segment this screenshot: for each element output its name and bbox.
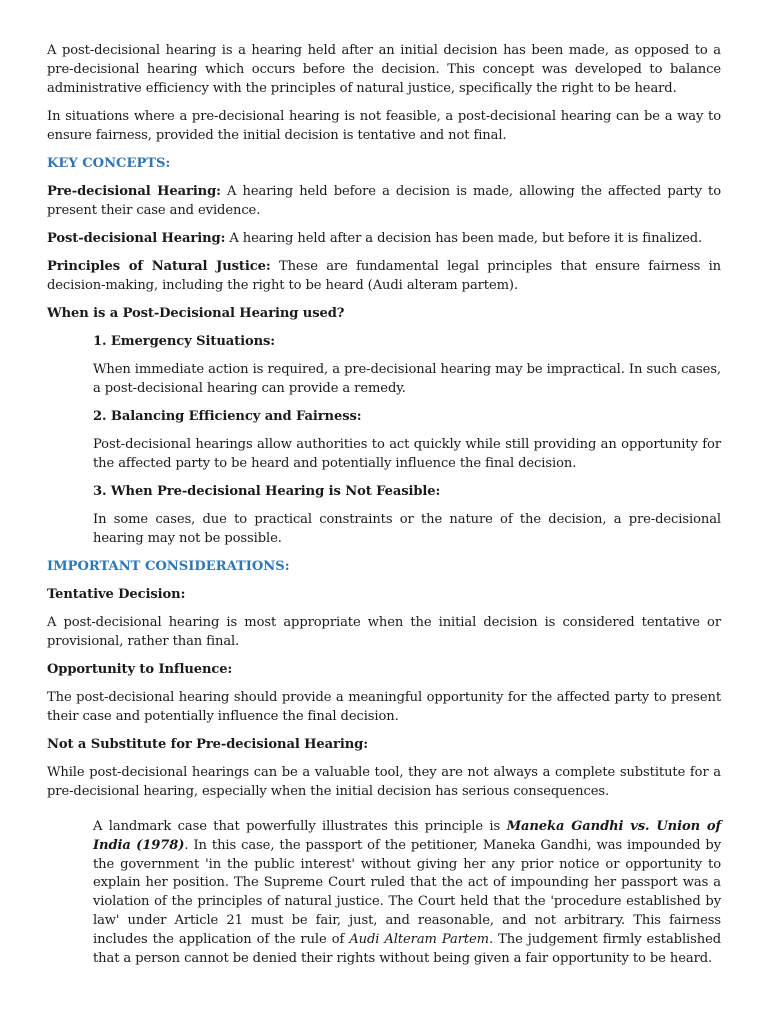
subheading-not-substitute: Not a Substitute for Pre-decisional Hearing: (47, 737, 368, 752)
definition-term: Pre-decisional Hearing: (47, 184, 221, 199)
subheading-balancing: 2. Balancing Efficiency and Fairness: (93, 409, 362, 424)
case-paragraph (93, 818, 721, 968)
definition-text: These are fundamental legal principles that ensure fairness in decision-making, including the right to be heard (Audi alteram partem). (47, 259, 721, 293)
definition-text: A hearing held after a decision has been made, but before it is finalized. (225, 231, 703, 246)
definition-term: Principles of Natural Justice: (47, 259, 271, 274)
section-heading-key-concepts: KEY CONCEPTS: (47, 156, 171, 171)
case-middle: . In this case, the passport of the petitioner, Maneka Gandhi, was impounded by the government 'in the public interest' without giving her any prior notice or opportunity to explain her position. The Supreme Court ruled that the act of impounding her passport was a violation of the principles of natural justice. The Court held that the 'procedure established by law' under Article 21 must be fair, just, and reasonable, and not arbitrary. This fairness includes the application of the rule of (93, 837, 721, 947)
definition-natural-justice (47, 257, 721, 295)
subsection-text: Post-decisional hearings allow authorities to act quickly while still providing an opportunity for the affected party to be heard and potentially influence the final decision. (93, 437, 721, 471)
case-end: . The judgement firmly established that a person cannot be denied their rights without being given a fair opportunity to be heard. (93, 931, 722, 966)
subsection-text: A post-decisional hearing is most appropriate when the initial decision is considered tentative or provisional, rather than final. (47, 615, 721, 649)
section-heading-considerations: IMPORTANT CONSIDERATIONS: (47, 559, 290, 574)
subheading-tentative: Tentative Decision: (47, 587, 186, 602)
definition-post-decisional (47, 229, 721, 248)
subsection-text: The post-decisional hearing should provide a meaningful opportunity for the affected party to present their case and potentially influence the final decision. (47, 690, 721, 724)
section-heading-when-used: When is a Post-Decisional Hearing used? (47, 306, 345, 321)
definition-term: Post-decisional Hearing: (47, 231, 226, 246)
intro-paragraph: In situations where a pre-decisional hearing is not feasible, a post-decisional hearing can be a way to ensure fairness, provided the initial decision is tentative and not final. (47, 109, 721, 143)
intro-paragraph: A post-decisional hearing is a hearing held after an initial decision has been made, as opposed to a pre-decisional hearing which occurs before the decision. This concept was developed to balance administrative efficiency with the principles of natural justice, specifically the right to be heard. (47, 43, 721, 96)
case-rule: Audi Alteram Partem (349, 931, 490, 947)
subheading-emergency: 1. Emergency Situations: (93, 334, 275, 349)
case-lead: A landmark case that powerfully illustrates this principle is (93, 819, 507, 834)
definition-text: A hearing held before a decision is made, allowing the affected party to present their case and evidence. (47, 184, 722, 218)
case-name: Maneka Gandhi vs. Union of India (1978) (93, 819, 721, 853)
subheading-not-feasible: 3. When Pre-decisional Hearing is Not Feasible: (93, 484, 441, 499)
subheading-opportunity: Opportunity to Influence: (47, 662, 233, 677)
subsection-text: While post-decisional hearings can be a valuable tool, they are not always a complete substitute for a pre-decisional hearing, especially when the initial decision has serious consequences. (47, 765, 721, 799)
subsection-text: When immediate action is required, a pre-decisional hearing may be impractical. In such cases, a post-decisional hearing can provide a remedy. (93, 362, 721, 396)
subsection-text: In some cases, due to practical constraints or the nature of the decision, a pre-decisional hearing may not be possible. (93, 512, 721, 546)
definition-pre-decisional (47, 182, 721, 220)
